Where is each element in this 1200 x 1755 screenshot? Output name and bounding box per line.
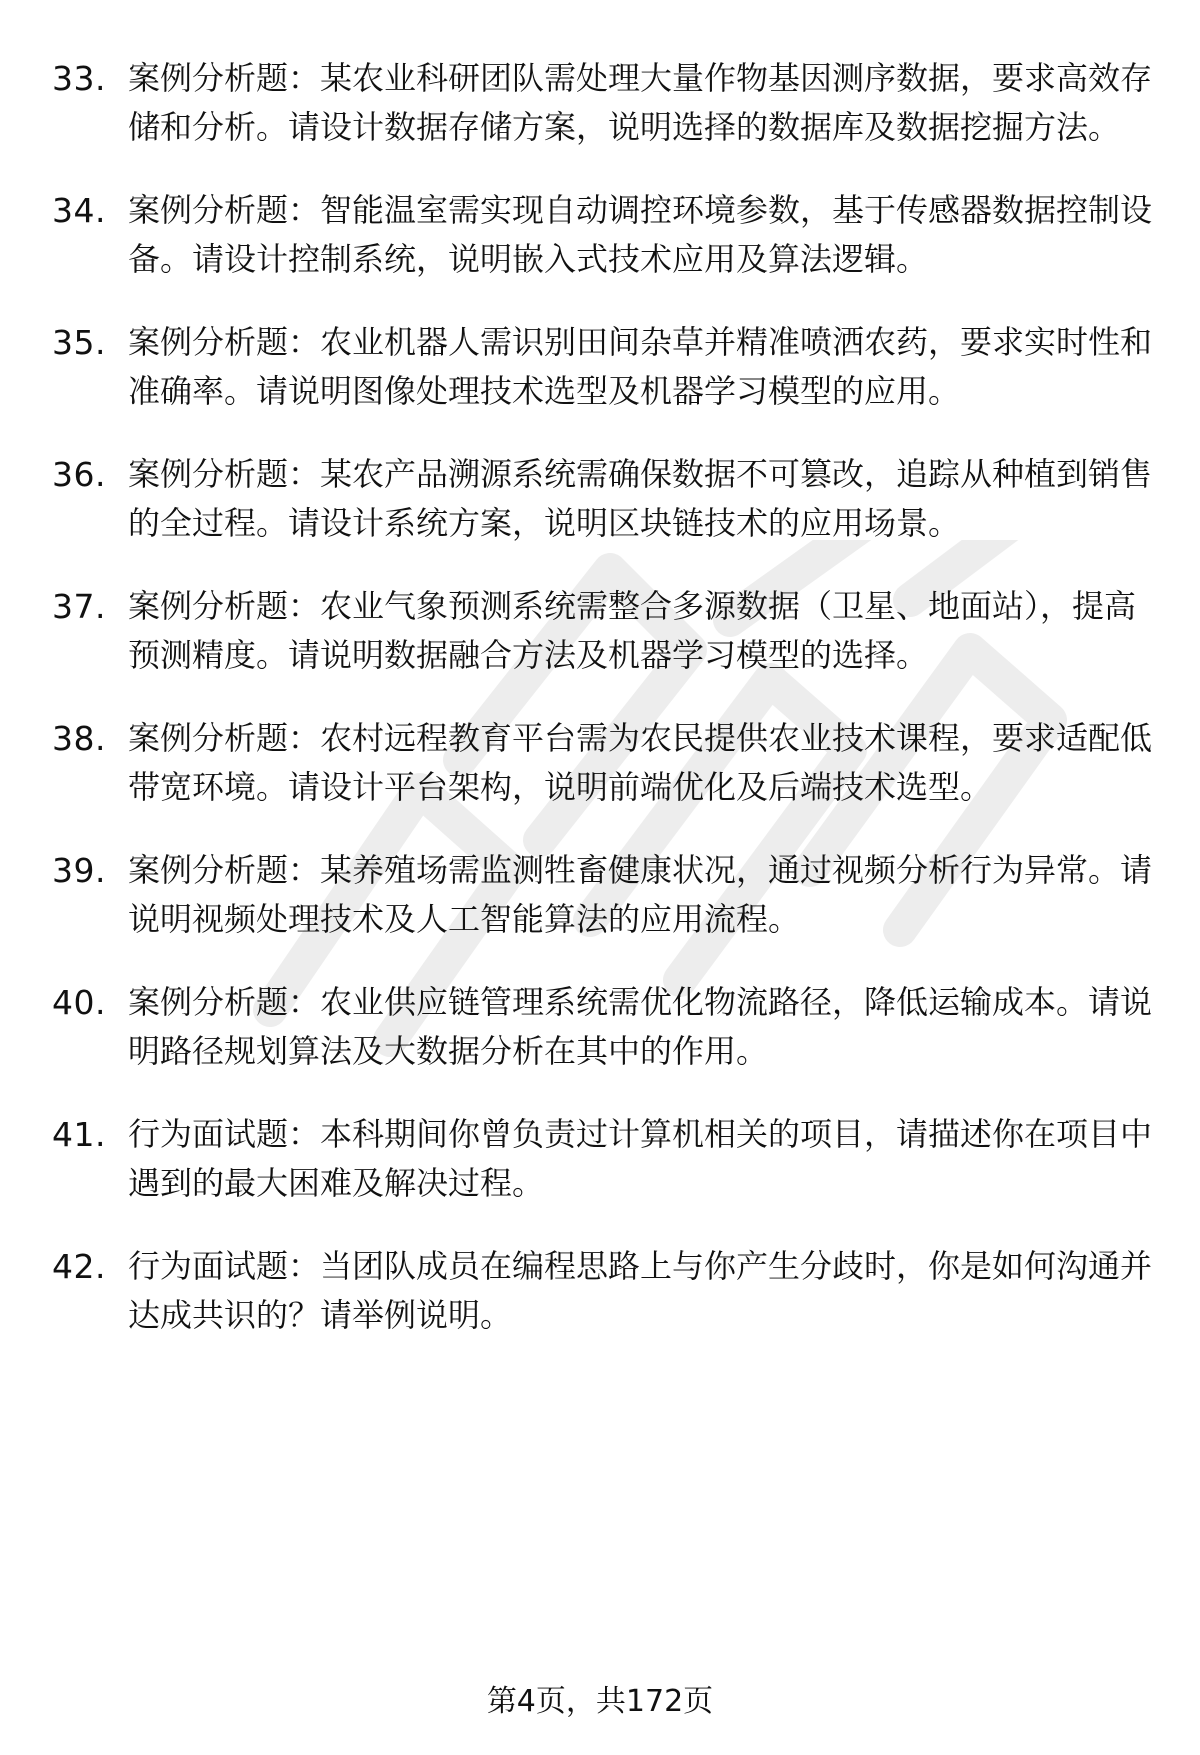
question-text: 案例分析题：某养殖场需监测牲畜健康状况，通过视频分析行为异常。请说明视频处理技术及人工智能算法的应用流程。	[128, 851, 1153, 938]
question-number: 38.	[52, 719, 106, 758]
question-item	[52, 450, 1152, 548]
question-item	[52, 186, 1152, 284]
question-number: 36.	[52, 455, 106, 494]
question-number: 42.	[52, 1247, 106, 1286]
question-number: 40.	[52, 983, 106, 1022]
question-number: 39.	[52, 851, 106, 890]
question-number: 41.	[52, 1115, 106, 1154]
question-number: 34.	[52, 191, 106, 230]
question-text: 案例分析题：农业供应链管理系统需优化物流路径，降低运输成本。请说明路径规划算法及大数据分析在其中的作用。	[128, 983, 1153, 1070]
question-text: 案例分析题：农业机器人需识别田间杂草并精准喷洒农药，要求实时性和准确率。请说明图像处理技术选型及机器学习模型的应用。	[128, 323, 1153, 410]
question-text: 案例分析题：农村远程教育平台需为农民提供农业技术课程，要求适配低带宽环境。请设计平台架构，说明前端优化及后端技术选型。	[128, 719, 1153, 806]
question-item	[52, 846, 1152, 944]
question-item	[52, 54, 1152, 152]
question-number: 37.	[52, 587, 106, 626]
page-footer: 第4页，共172页	[486, 1684, 714, 1719]
question-item	[52, 1110, 1152, 1208]
question-item	[52, 1242, 1152, 1340]
question-number: 35.	[52, 323, 106, 362]
question-item	[52, 582, 1152, 680]
question-item	[52, 978, 1152, 1076]
question-text: 行为面试题：本科期间你曾负责过计算机相关的项目，请描述你在项目中遇到的最大困难及解决过程。	[128, 1115, 1153, 1202]
question-text: 行为面试题：当团队成员在编程思路上与你产生分歧时，你是如何沟通并达成共识的？请举例说明。	[128, 1247, 1153, 1334]
question-text: 案例分析题：农业气象预测系统需整合多源数据（卫星、地面站），提高预测精度。请说明数据融合方法及机器学习模型的选择。	[128, 587, 1137, 674]
question-item	[52, 318, 1152, 416]
question-number: 33.	[52, 59, 106, 98]
question-text: 案例分析题：智能温室需实现自动调控环境参数，基于传感器数据控制设备。请设计控制系统，说明嵌入式技术应用及算法逻辑。	[128, 191, 1153, 278]
question-text: 案例分析题：某农业科研团队需处理大量作物基因测序数据，要求高效存储和分析。请设计数据存储方案，说明选择的数据库及数据挖掘方法。	[128, 59, 1153, 146]
question-item	[52, 714, 1152, 812]
question-list	[52, 54, 1152, 1374]
question-text: 案例分析题：某农产品溯源系统需确保数据不可篡改，追踪从种植到销售的全过程。请设计系统方案，说明区块链技术的应用场景。	[128, 455, 1153, 542]
